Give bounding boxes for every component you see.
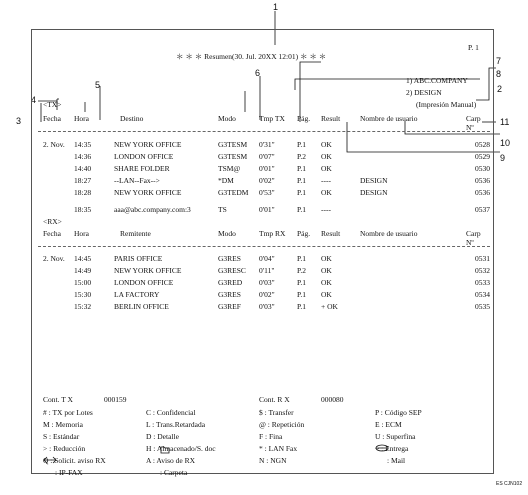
tx-cell-hora: 18:35 [74, 205, 92, 214]
legend-item: U : Superfina [375, 432, 416, 441]
legend-item: : Mail [387, 456, 406, 465]
tx-col-no: Nº [466, 123, 474, 132]
tx-cell-modo: TS [218, 205, 227, 214]
rx-cell-tmp: 0'03" [259, 278, 275, 287]
legend-item: A : Aviso de RX [146, 456, 196, 465]
callout-9: 9 [500, 153, 506, 163]
rx-col-result: Result [321, 229, 341, 238]
tx-cell-pag: P.1 [297, 140, 306, 149]
page-number: P. 1 [468, 43, 479, 52]
rx-col-remitente: Remitente [120, 229, 151, 238]
tx-col-fecha: Fecha [43, 114, 61, 123]
rx-cell-result: + OK [321, 302, 338, 311]
tx-cell-carp: 0530 [475, 164, 490, 173]
callout-4: 4 [31, 95, 37, 105]
legend-item: M : Memoria [43, 420, 83, 429]
rx-col-no: Nº [466, 238, 474, 247]
tx-cell-tmp: 0'02" [259, 176, 275, 185]
rx-cell-tmp: 0'11" [259, 266, 275, 275]
tx-divider [38, 131, 490, 132]
tx-cell-tmp: 0'01" [259, 205, 275, 214]
rx-cell-modo: G3RESC [218, 266, 246, 275]
legend-item: $ : Transfer [259, 408, 294, 417]
tx-cell-usuario: DESIGN [360, 176, 388, 185]
callout-1: 1 [273, 2, 279, 12]
callout-3: 3 [16, 116, 22, 126]
tx-col-usuario: Nombre de usuario [360, 114, 418, 123]
rx-cell-tmp: 0'03" [259, 302, 275, 311]
tx-cell-destino: SHARE FOLDER [114, 164, 170, 173]
rx-cell-remitente: LONDON OFFICE [114, 278, 174, 287]
rx-col-hora: Hora [74, 229, 89, 238]
rx-cell-carp: 0532 [475, 266, 490, 275]
tx-cell-hora: 14:35 [74, 140, 92, 149]
tx-cell-pag: P.1 [297, 176, 306, 185]
rx-cell-modo: G3RES [218, 254, 241, 263]
rx-col-tmp: Tmp RX [259, 229, 286, 238]
tx-cell-pag: P.1 [297, 205, 306, 214]
tx-cell-carp: 0529 [475, 152, 490, 161]
rx-cell-result: OK [321, 266, 332, 275]
rx-count-label: Cont. R X [259, 395, 290, 404]
rx-col-carp: Carp [466, 229, 481, 238]
tx-cell-destino: LONDON OFFICE [114, 152, 174, 161]
callout-6: 6 [255, 68, 261, 78]
rx-cell-pag: P.1 [297, 290, 306, 299]
rx-cell-hora: 15:30 [74, 290, 92, 299]
legend-item: S : Estándar [43, 432, 80, 441]
callout-7: 7 [496, 56, 502, 66]
tx-cell-result: ---- [321, 205, 331, 214]
rx-cell-modo: G3RES [218, 290, 241, 299]
rx-col-fecha: Fecha [43, 229, 61, 238]
callout-2: 2 [497, 84, 503, 94]
tx-cell-result: ---- [321, 176, 331, 185]
rx-count-value: 000080 [321, 395, 344, 404]
rx-section-label: <RX> [43, 217, 62, 226]
tx-cell-result: OK [321, 164, 332, 173]
rx-cell-carp: 0534 [475, 290, 490, 299]
tx-cell-hora: 18:28 [74, 188, 92, 197]
rx-cell-result: OK [321, 254, 332, 263]
rx-cell-hora: 14:49 [74, 266, 92, 275]
tx-col-modo: Modo [218, 114, 236, 123]
legend-item: > : Reducción [43, 444, 86, 453]
callout-10: 10 [500, 138, 511, 148]
tx-col-destino: Destino [120, 114, 144, 123]
rx-cell-remitente: BERLIN OFFICE [114, 302, 169, 311]
tx-cell-destino: NEW YORK OFFICE [114, 140, 182, 149]
legend-item: @ : Repetición [259, 420, 305, 429]
rx-cell-result: OK [321, 278, 332, 287]
legend-item: D : Detalle [146, 432, 179, 441]
tx-cell-modo: *DM [218, 176, 234, 185]
figure-code: ES CJN102 [496, 481, 523, 487]
rx-cell-pag: P.1 [297, 302, 306, 311]
rx-cell-fecha: 2. Nov. [43, 254, 65, 263]
tx-cell-result: OK [321, 140, 332, 149]
rx-cell-carp: 0531 [475, 254, 490, 263]
tx-cell-destino: --LAN--Fax--> [114, 176, 160, 185]
rx-cell-modo: G3RED [218, 278, 243, 287]
tx-cell-result: OK [321, 188, 332, 197]
tx-cell-tmp: 0'31" [259, 140, 275, 149]
legend-item: N : NGN [259, 456, 287, 465]
tx-cell-modo: G3TESM [218, 140, 248, 149]
tx-cell-fecha: 2. Nov. [43, 140, 65, 149]
legend-item: F : Fina [259, 432, 283, 441]
company-name-1: 1) ABC.COMPANY [406, 76, 468, 85]
tx-cell-destino: NEW YORK OFFICE [114, 188, 182, 197]
rx-cell-pag: P.2 [297, 266, 306, 275]
report-title: ＊ ＊ ＊ Resumen(30. Jul. 20XX 12:01) ＊ ＊ ＊ [176, 52, 327, 61]
rx-cell-remitente: NEW YORK OFFICE [114, 266, 182, 275]
rx-cell-hora: 14:45 [74, 254, 92, 263]
rx-cell-hora: 15:32 [74, 302, 92, 311]
folder-icon [160, 445, 170, 454]
tx-cell-result: OK [321, 152, 332, 161]
tx-cell-tmp: 0'53" [259, 188, 275, 197]
tx-cell-destino: aaa@abc.company.com:3 [114, 205, 191, 214]
tx-cell-modo: TSM@ [218, 164, 241, 173]
tx-cell-hora: 14:40 [74, 164, 92, 173]
rx-cell-remitente: LA FACTORY [114, 290, 160, 299]
rx-col-modo: Modo [218, 229, 236, 238]
callout-8: 8 [496, 69, 502, 79]
rx-cell-modo: G3REF [218, 302, 241, 311]
tx-col-hora: Hora [74, 114, 89, 123]
rx-col-pag: Pág. [297, 229, 311, 238]
tx-col-carp: Carp [466, 114, 481, 123]
legend-item: * : LAN Fax [259, 444, 298, 453]
rx-cell-remitente: PARIS OFFICE [114, 254, 163, 263]
rx-cell-tmp: 0'04" [259, 254, 275, 263]
legend-item: E : ECM [375, 420, 402, 429]
rx-cell-hora: 15:00 [74, 278, 92, 287]
rx-cell-carp: 0535 [475, 302, 490, 311]
tx-cell-hora: 18:27 [74, 176, 92, 185]
tx-cell-carp: 0528 [475, 140, 490, 149]
tx-cell-hora: 14:36 [74, 152, 92, 161]
ip-fax-icon [43, 456, 57, 464]
tx-cell-modo: G3TESM [218, 152, 248, 161]
rx-divider [38, 246, 490, 247]
legend-item: Q : Solicit. aviso RX [43, 456, 106, 465]
tx-cell-pag: P.2 [297, 152, 306, 161]
print-mode: (Impresión Manual) [416, 100, 477, 109]
tx-cell-usuario: DESIGN [360, 188, 388, 197]
tx-cell-pag: P.1 [297, 188, 306, 197]
tx-cell-tmp: 0'07" [259, 152, 275, 161]
company-name-2: 2) DESIGN [406, 88, 442, 97]
legend-item: : Carpeta [160, 468, 188, 477]
tx-cell-pag: P.1 [297, 164, 306, 173]
mail-icon [375, 444, 389, 452]
tx-cell-modo: G3TEDM [218, 188, 249, 197]
legend-item: # : TX por Lotes [43, 408, 93, 417]
rx-cell-tmp: 0'02" [259, 290, 275, 299]
tx-cell-carp: 0536 [475, 176, 490, 185]
tx-count-value: 000159 [104, 395, 127, 404]
callout-11: 11 [500, 117, 510, 127]
tx-cell-carp: 0537 [475, 205, 490, 214]
legend-item: L : Trans.Retardada [146, 420, 206, 429]
tx-cell-carp: 0536 [475, 188, 490, 197]
rx-cell-carp: 0533 [475, 278, 490, 287]
rx-col-usuario: Nombre de usuario [360, 229, 418, 238]
tx-col-tmp: Tmp TX [259, 114, 285, 123]
rx-cell-pag: P.1 [297, 278, 306, 287]
legend-item: + : Entrega [375, 444, 409, 453]
tx-section-label: <TX> [43, 100, 62, 109]
tx-col-result: Result [321, 114, 341, 123]
rx-cell-result: OK [321, 290, 332, 299]
rx-cell-pag: P.1 [297, 254, 306, 263]
tx-count-label: Cont. T X [43, 395, 73, 404]
callout-5: 5 [95, 80, 101, 90]
legend-item: H : Almacenado/S. doc [146, 444, 216, 453]
tx-col-pag: Pág. [297, 114, 311, 123]
legend-item: : IP-FAX [55, 468, 83, 477]
tx-cell-tmp: 0'01" [259, 164, 275, 173]
legend-item: P : Código SEP [375, 408, 422, 417]
legend-item: C : Confidencial [146, 408, 196, 417]
